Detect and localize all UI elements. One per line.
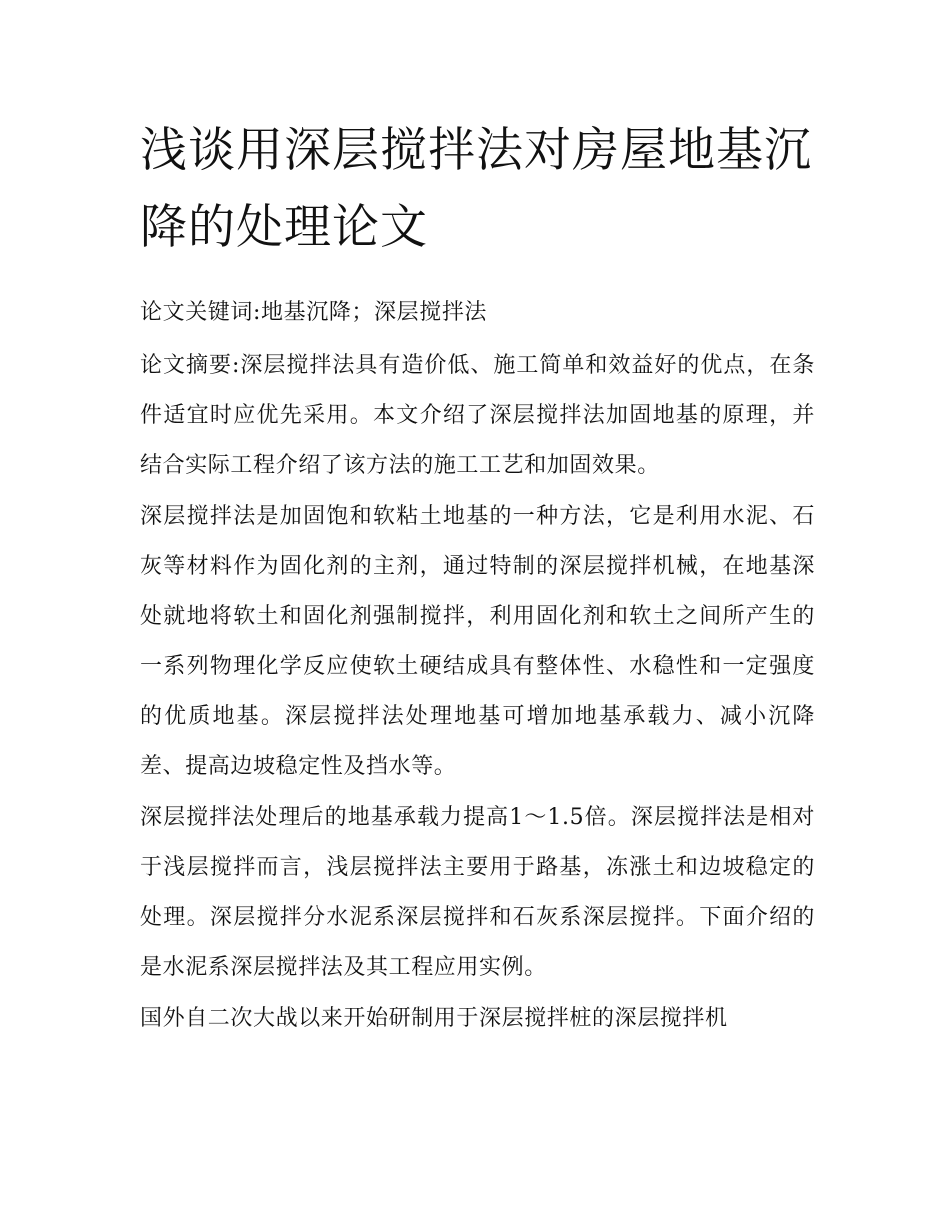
body-paragraph-1: 深层搅拌法是加固饱和软粘土地基的一种方法，它是利用水泥、石灰等材料作为固化剂的主剂，通过特制的深层搅拌机械，在地基深处就地将软土和固化剂强制搅拌，利用固化剂和软土之间所产生的一系列物理化学反应使软土硬结成具有整体性、水稳性和一定强度的优质地基。深层搅拌法处理地基可增加地基承载力、减小沉降差、提高边坡稳定性及挡水等。 (140, 504, 815, 779)
keywords-line: 论文关键词:地基沉降；深层搅拌法 (140, 300, 488, 325)
body-paragraph-2: 深层搅拌法处理后的地基承载力提高1～1.5倍。深层搅拌法是相对于浅层搅拌而言，浅层搅拌法主要用于路基，冻涨土和边坡稳定的处理。深层搅拌分水泥系深层搅拌和石灰系深层搅拌。下面介绍的是水泥系深层搅拌法及其工程应用实例。 (140, 805, 815, 980)
document-title: 浅谈用深层搅拌法对房屋地基沉降的处理论文 (140, 123, 812, 255)
abstract-paragraph: 论文摘要:深层搅拌法具有造价低、施工简单和效益好的优点，在条件适宜时应优先采用。本文介绍了深层搅拌法加固地基的原理，并结合实际工程介绍了该方法的施工工艺和加固效果。 (140, 353, 815, 478)
body-paragraph-3: 国外自二次大战以来开始研制用于深层搅拌桩的深层搅拌机 (140, 1006, 728, 1031)
document-page (140, 112, 815, 1045)
